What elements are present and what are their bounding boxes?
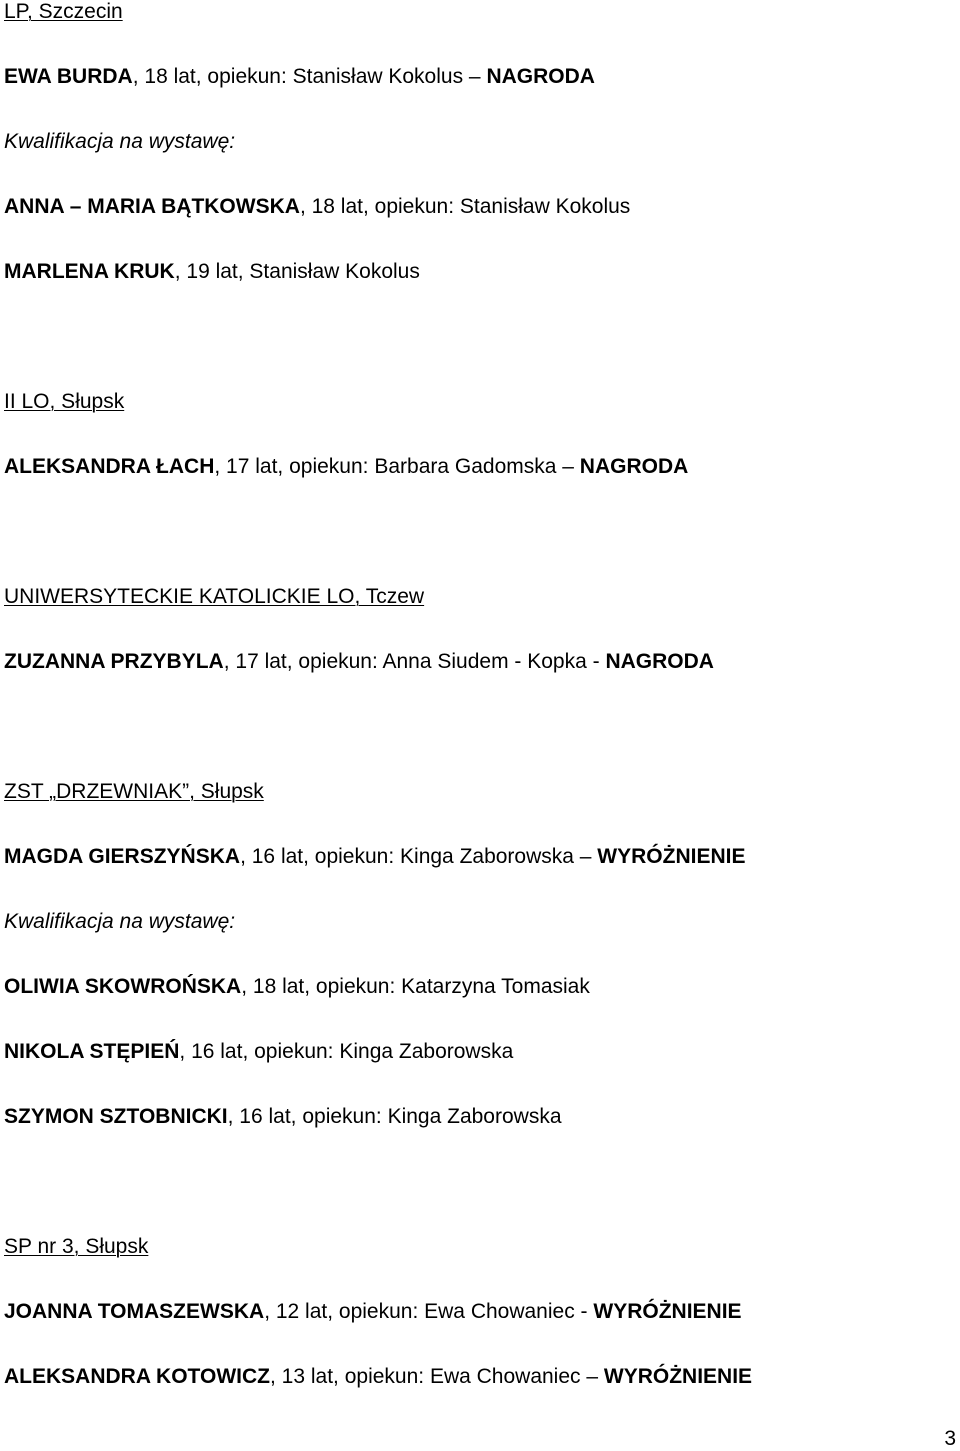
qualified-entry [4,1105,944,1170]
student-name: ZUZANNA PRZYBYLA [4,650,224,673]
student-name: ALEKSANDRA KOTOWICZ [4,1365,270,1388]
school-section [4,0,944,325]
school-name: ZST „DRZEWNIAK”, Słupsk [4,780,264,803]
award-entry [4,65,944,130]
entry-details: , 12 lat, opiekun: Ewa Chowaniec - [264,1300,594,1323]
award-label: NAGRODA [579,455,689,478]
qualified-entry [4,260,944,325]
student-name: JOANNA TOMASZEWSKA [4,1300,265,1323]
student-name: OLIWIA SKOWROŃSKA [4,975,242,998]
entry-details: , 16 lat, opiekun: Kinga Zaborowska [179,1040,514,1063]
award-label: WYRÓŻNIENIE [597,845,746,868]
award-label: WYRÓŻNIENIE [593,1300,742,1323]
student-name: EWA BURDA [4,65,133,88]
entry-details: , 19 lat, Stanisław Kokolus [174,260,420,283]
student-name: NIKOLA STĘPIEŃ [4,1040,180,1063]
student-name: ALEKSANDRA ŁACH [4,455,215,478]
award-entry [4,1300,944,1365]
qualified-entry [4,975,944,1040]
award-label: WYRÓŻNIENIE [603,1365,753,1388]
entry-details: , 13 lat, opiekun: Ewa Chowaniec – [270,1365,604,1388]
student-name: ANNA – MARIA BĄTKOWSKA [4,195,300,218]
school-name: SP nr 3, Słupsk [4,1235,149,1258]
qualification-label: Kwalifikacja na wystawę: [4,910,236,933]
student-name: MARLENA KRUK [4,260,175,283]
student-name: MAGDA GIERSZYŃSKA [4,845,241,868]
entry-details: , 17 lat, opiekun: Anna Siudem - Kopka - [223,650,606,673]
school-name: II LO, Słupsk [4,390,125,413]
entry-details: , 17 lat, opiekun: Barbara Gadomska – [214,455,580,478]
entry-details: , 18 lat, opiekun: Stanisław Kokolus [299,195,631,218]
entry-details: , 16 lat, opiekun: Kinga Zaborowska – [240,845,598,868]
school-name: UNIWERSYTECKIE KATOLICKIE LO, Tczew [4,585,425,608]
award-label: NAGRODA [486,65,595,88]
school-name: LP, Szczecin [4,0,123,23]
qualified-entry [4,195,944,260]
entry-details: , 16 lat, opiekun: Kinga Zaborowska [227,1105,562,1128]
qualification-label: Kwalifikacja na wystawę: [4,130,236,153]
award-entry [4,650,944,715]
student-name: SZYMON SZTOBNICKI [4,1105,228,1128]
school-section [4,390,944,520]
award-label: NAGRODA [605,650,714,673]
document-page [4,0,944,1430]
school-section [4,780,944,1170]
qualified-entry [4,1040,944,1105]
award-entry [4,845,944,910]
school-section [4,585,944,715]
award-entry [4,455,944,520]
entry-details: , 18 lat, opiekun: Katarzyna Tomasiak [241,975,590,998]
award-entry [4,1365,944,1430]
entry-details: , 18 lat, opiekun: Stanisław Kokolus – [132,65,487,88]
school-section [4,1235,944,1430]
page-number: 3 [944,1427,956,1450]
